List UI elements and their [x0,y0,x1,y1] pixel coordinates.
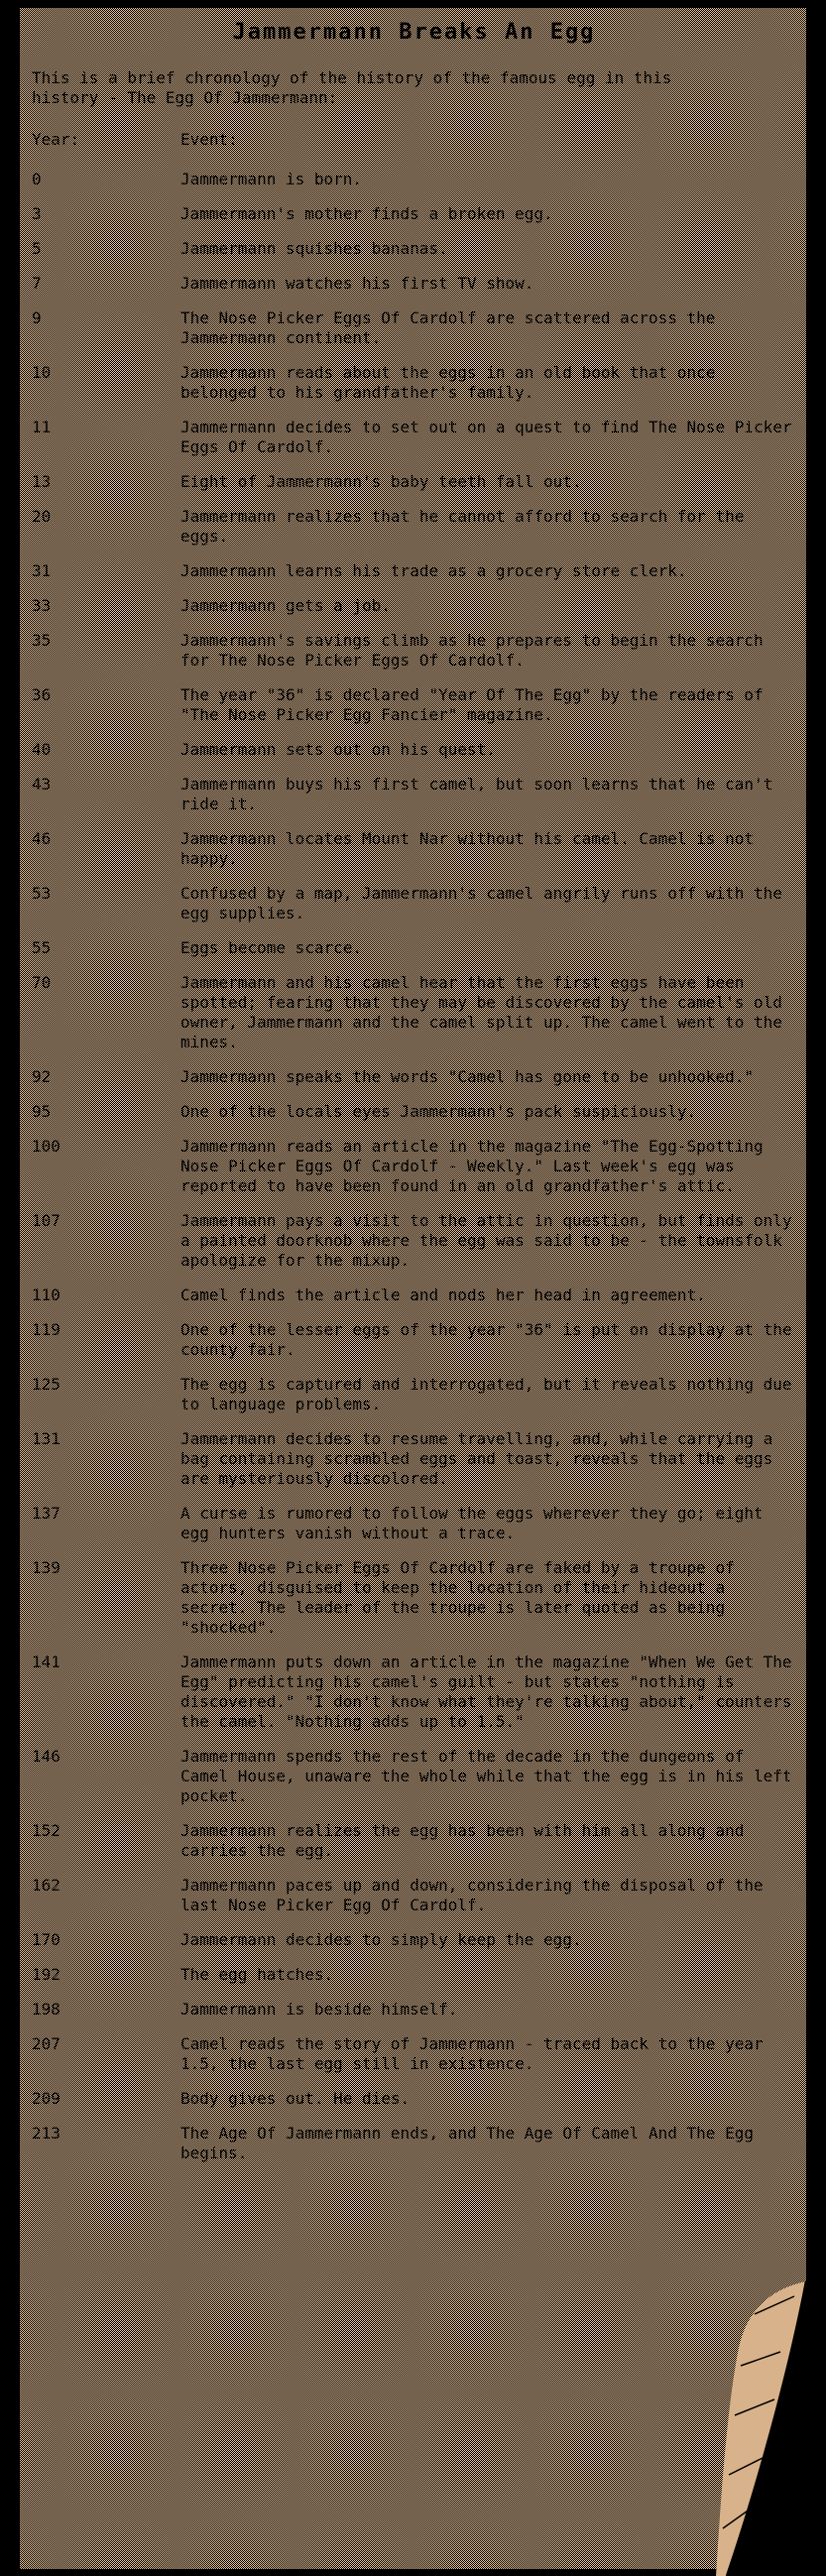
timeline-entry [32,1320,802,1360]
entry-event: The egg hatches. [180,1965,334,1984]
timeline-entry [32,170,796,189]
entry-event: Jammermann reads about the eggs in an old book that once belonged to his grandfather's family. [180,363,726,402]
year-column-header: Year: [32,130,80,149]
entry-event: Body gives out. He dies. [180,2089,411,2108]
entry-year: 55 [32,938,52,957]
entry-event: The Age Of Jammermann ends, and The Age Of Camel And The Egg begins. [180,2124,764,2162]
entry-event: Jammermann realizes the egg has been with him all along and carries the egg. [180,1821,754,1860]
entry-event: Jammermann puts down an article in the magazine "When We Get The Egg" predicting his camel's guilt - but states "nothing is discovered." "I don't know what they're talking about," counters the camel. "Nothing adds up to 1.5." [180,1653,802,1731]
timeline-entry [32,685,796,725]
entry-year: 5 [32,239,42,258]
timeline-entry [32,308,796,348]
entry-year: 207 [32,2034,60,2053]
entry-event: Jammermann paces up and down, considering the disposal of the last Nose Picker Egg Of Cardolf. [180,1876,773,1914]
entry-year: 33 [32,596,52,615]
entry-event: Jammermann is beside himself. [180,2000,458,2019]
timeline-entry [32,1137,796,1196]
entry-year: 95 [32,1102,52,1121]
entry-event: Jammermann reads an article in the magazine "The Egg-Spotting Nose Picker Eggs Of Cardolf - Weekly." Last week's egg was reported to have been found in an old grandfather's attic. [180,1137,773,1195]
entry-year: 36 [32,685,52,704]
entry-year: 146 [32,1747,60,1766]
timeline-entry [32,1965,796,1985]
entry-event: Jammermann's mother finds a broken egg. [180,204,553,223]
entry-event: Jammermann speaks the words "Camel has gone to be unhooked." [180,1067,754,1086]
entry-year: 107 [32,1211,60,1230]
entry-year: 213 [32,2124,60,2143]
timeline-entry [32,938,796,958]
timeline-entry [32,2034,796,2074]
timeline-entry [32,1876,796,1915]
entry-event: Jammermann decides to set out on a quest to find The Nose Picker Eggs Of Cardolf. [180,418,802,456]
entry-event: Jammermann's savings climb as he prepares to begin the search for The Nose Picker Eggs Of Cardolf. [180,631,773,670]
entry-year: 43 [32,775,52,794]
entry-event: Jammermann gets a job. [180,596,391,615]
entry-year: 92 [32,1067,52,1086]
entry-year: 40 [32,740,52,759]
entry-year: 198 [32,2000,60,2019]
entry-event: Camel finds the article and nods her head in agreement. [180,1286,706,1304]
entry-year: 209 [32,2089,60,2108]
entry-year: 3 [32,204,42,223]
entry-year: 162 [32,1876,60,1895]
entry-event: Jammermann buys his first camel, but soon learns that he can't ride it. [180,775,782,813]
timeline-entry [32,2089,796,2109]
timeline-entry [32,274,796,294]
entry-year: 141 [32,1653,60,1671]
timeline-entry [32,472,796,492]
entry-event: Jammermann locates Mount Nar without his camel. Camel is not happy. [180,829,764,868]
entry-year: 11 [32,418,52,436]
timeline-entry [32,829,796,869]
timeline-entry [32,1558,796,1638]
entry-event: Jammermann pays a visit to the attic in question, but finds only a painted doorknob where the egg was said to be - the townsfolk apologize for the mixup. [180,1211,802,1270]
intro-paragraph: This is a brief chronology of the history of the famous egg in this history - The Egg Of Jammermann: [32,68,682,107]
timeline-entry [32,507,796,547]
timeline-entry [32,1211,802,1271]
timeline-entry [32,2124,796,2163]
entry-event: One of the lesser eggs of the year "36" is put on display at the county fair. [180,1320,802,1359]
entry-year: 125 [32,1375,60,1394]
timeline-list [32,170,802,2163]
timeline-entry [32,1067,796,1087]
entry-year: 170 [32,1930,60,1949]
entry-year: 7 [32,274,42,293]
timeline-entry [32,1653,802,1732]
entry-event: Jammermann is born. [180,170,363,188]
entry-event: Jammermann sets out on his quest. [180,740,496,759]
timeline-entry [32,1930,796,1950]
timeline-entry [32,204,796,224]
entry-year: 119 [32,1320,60,1339]
page-title: Jammermann Breaks An Egg [232,20,596,45]
timeline-entry [32,418,802,457]
entry-event: Jammermann spends the rest of the decade in the dungeons of Camel House, unaware the whole while that the egg is in his left pocket. [180,1747,802,1805]
timeline-entry [32,775,796,814]
timeline-entry [32,363,796,403]
entry-year: 110 [32,1286,60,1304]
timeline-entry [32,2000,796,2020]
entry-event: Eggs become scarce. [180,938,363,957]
timeline-entry [32,1504,796,1543]
entry-event: Jammermann realizes that he cannot afford to search for the eggs. [180,507,754,546]
timeline-entry [32,973,796,1052]
timeline-entry [32,596,796,616]
entry-year: 20 [32,507,52,526]
timeline-entry [32,561,796,581]
timeline-entry [32,740,796,760]
entry-event: Jammermann and his camel hear that the first eggs have been spotted; fearing that they may be discovered by the camel's old owner, Jammermann and the camel split up. The camel went to the mines. [180,973,792,1051]
timeline-entry [32,1429,796,1489]
entry-year: 35 [32,631,52,650]
entry-year: 10 [32,363,52,382]
entry-event: Jammermann decides to simply keep the egg. [180,1930,582,1949]
entry-year: 139 [32,1558,60,1577]
entry-event: Camel reads the story of Jammermann - traced back to the year 1.5, the last egg still in existence. [180,2034,773,2073]
entry-event: Jammermann watches his first TV show. [180,274,534,293]
entry-year: 192 [32,1965,60,1984]
entry-year: 9 [32,308,42,327]
entry-year: 13 [32,472,52,491]
entry-year: 31 [32,561,52,580]
entry-year: 131 [32,1429,60,1448]
entry-year: 100 [32,1137,60,1156]
timeline-entry [32,884,796,923]
event-column-header: Event: [180,130,238,149]
entry-event: Jammermann learns his trade as a grocery store clerk. [180,561,687,580]
entry-event: Confused by a map, Jammermann's camel angrily runs off with the egg supplies. [180,884,792,922]
entry-event: Jammermann squishes bananas. [180,239,448,258]
entry-event: One of the locals eyes Jammermann's pack suspiciously. [180,1102,697,1121]
entry-event: The egg is captured and interrogated, but it reveals nothing due to language problems. [180,1375,802,1413]
entry-year: 152 [32,1821,60,1840]
entry-event: The Nose Picker Eggs Of Cardolf are scattered across the Jammermann continent. [180,308,726,347]
note-page [20,8,806,2569]
entry-year: 53 [32,884,52,903]
column-headers [32,130,796,150]
entry-event: Eight of Jammermann's baby teeth fall out. [180,472,582,491]
entry-year: 0 [32,170,42,188]
timeline-entry [32,239,796,259]
entry-event: Jammermann decides to resume travelling, and, while carrying a bag containing scrambled eggs and toast, reveals that the eggs are mysteriously discolored. [180,1429,782,1488]
entry-year: 70 [32,973,52,992]
entry-event: A curse is rumored to follow the eggs wherever they go; eight egg hunters vanish without a trace. [180,1504,773,1542]
page-curl-icon[interactable] [677,2249,826,2576]
entry-year: 46 [32,829,52,848]
entry-year: 137 [32,1504,60,1523]
timeline-entry [32,631,796,671]
entry-event: The year "36" is declared "Year Of The Egg" by the readers of "The Nose Picker Egg Fancier" magazine. [180,685,773,724]
timeline-entry [32,1375,802,1414]
timeline-entry [32,1286,796,1305]
timeline-entry [32,1747,802,1806]
timeline-entry [32,1102,796,1122]
entry-event: Three Nose Picker Eggs Of Cardolf are faked by a troupe of actors, disguised to keep the location of their hideout a secret. The leader of the troupe is later quoted as being "shocked". [180,1558,745,1637]
timeline-entry [32,1821,796,1861]
